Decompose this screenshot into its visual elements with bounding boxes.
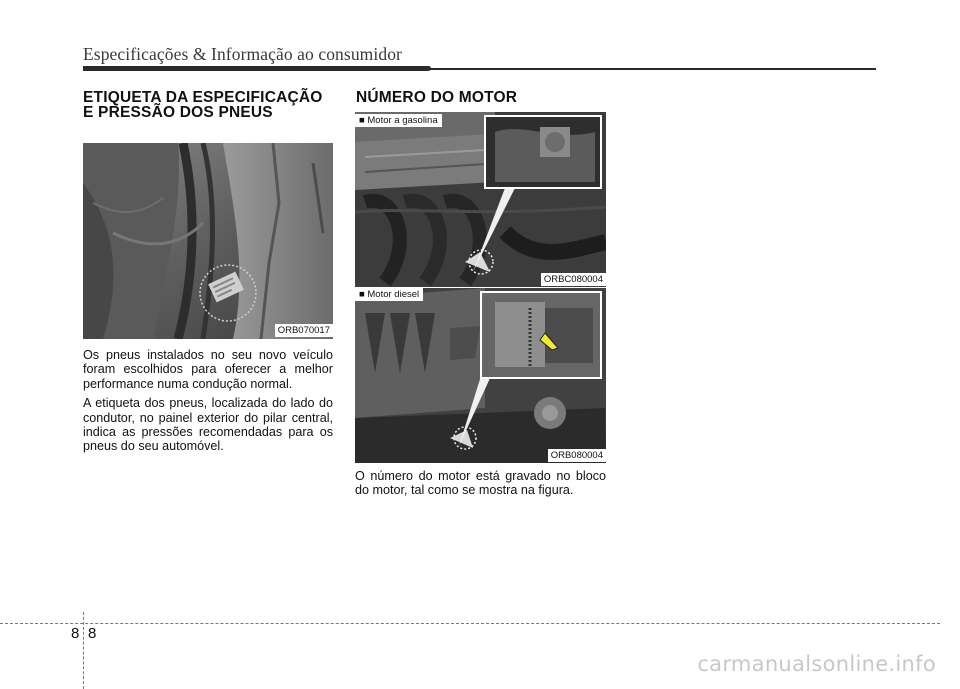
gasoline-engine-label: ■ Motor a gasolina [355,114,442,127]
tire-label-figure-code: ORB070017 [275,324,333,337]
diesel-engine-illustration [355,288,606,463]
diesel-engine-label: ■ Motor diesel [355,288,423,301]
tire-label-text [83,348,333,459]
watermark: carmanualsonline.info [697,652,936,676]
gasoline-engine-illustration [355,112,606,287]
engine-number-heading: NÚMERO DO MOTOR [356,89,518,106]
tire-label-paragraph-2: A etiqueta dos pneus, localizada do lado do condutor, no painel exterior do pilar central, indica as pressões recomendadas para os pneus do seu automóvel. [83,396,333,454]
tire-label-paragraph-1: Os pneus instalados no seu novo veículo foram escolhidos para oferecer a melhor performance numa condução normal. [83,348,333,391]
tire-label-heading: ETIQUETA DA ESPECIFICAÇÃO E PRESSÃO DOS PNEUS [83,89,323,121]
gasoline-engine-figure-code: ORBC080004 [541,273,606,286]
page-header-title: Especificações & Informação ao consumidor [83,44,402,64]
chapter-number: 8 [71,625,80,642]
gasoline-engine-photo [355,112,606,287]
engine-number-text [355,469,606,503]
footer-rule [0,623,940,624]
diesel-engine-photo [355,288,606,463]
page-number: 8 [88,625,97,642]
diesel-engine-figure-code: ORB080004 [548,449,606,462]
header-rule-accent [83,66,431,71]
footer-divider [83,612,84,689]
door-pillar-illustration [83,143,333,339]
engine-number-paragraph: O número do motor está gravado no bloco do motor, tal como se mostra na figura. [355,469,606,498]
tire-label-photo [83,143,333,339]
